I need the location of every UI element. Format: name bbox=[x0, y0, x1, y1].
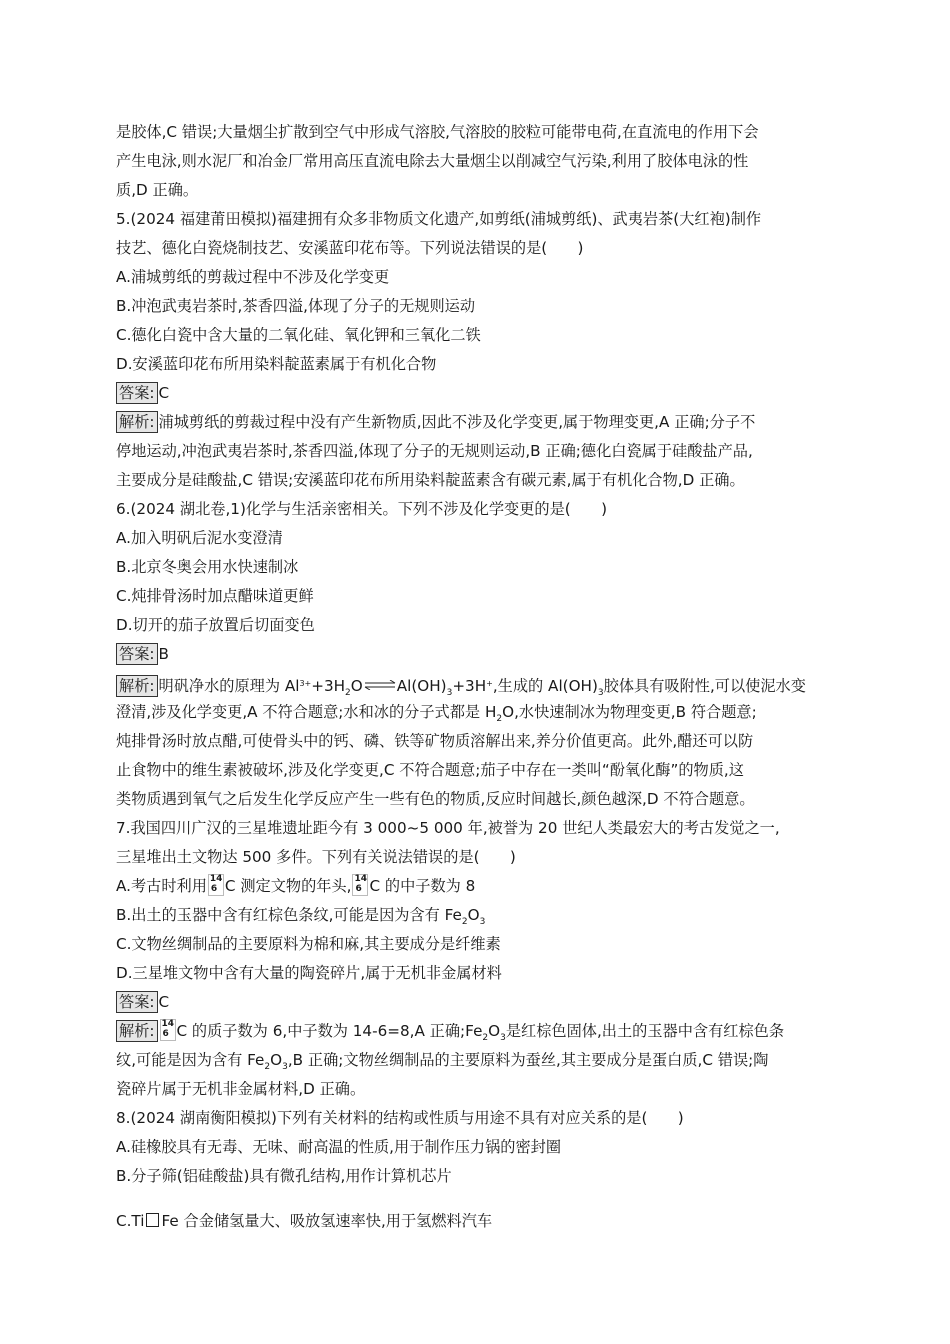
option-c: C.文物丝绸制品的主要原料为棉和麻,其主要成分是纤维素 bbox=[116, 935, 501, 953]
question-7-stem: 7.我国四川广汉的三星堆遗址距今有 3 000~5 000 年,被誉为 20 世纪人类最宏大的考古发觉之一, bbox=[116, 819, 780, 837]
analysis-text: 炖排骨汤时放点醋,可使骨头中的钙、磷、铁等矿物质溶解出来,养分价值更高。此外,醋还可以防 bbox=[116, 732, 754, 750]
option-b: B.分子筛(铝硅酸盐)具有微孔结构,用作计算机芯片 bbox=[116, 1167, 452, 1185]
charge-superscript: 3+ bbox=[299, 679, 312, 688]
answer-tag: 答案: bbox=[116, 991, 158, 1013]
subscript: 3 bbox=[479, 917, 486, 927]
spacer bbox=[116, 1191, 836, 1207]
subscript: 2 bbox=[482, 1033, 489, 1043]
analysis-tag: 解析: bbox=[116, 1020, 158, 1042]
answer-line bbox=[116, 640, 836, 669]
option-b bbox=[116, 901, 836, 930]
analysis-line bbox=[116, 669, 836, 698]
analysis-text: 主要成分是硅酸盐,C 错误;安溪蓝印花布所用染料靛蓝素含有碳元素,属于有机化合物,D 正确。 bbox=[116, 471, 745, 489]
missing-glyph-box-icon bbox=[146, 1213, 159, 1227]
option-c: C.炖排骨汤时加点醋味道更鲜 bbox=[116, 587, 314, 605]
isotope-symbol bbox=[208, 874, 224, 896]
analysis-line bbox=[116, 408, 836, 437]
atomic-number: 6 bbox=[210, 884, 218, 894]
subscript: 2 bbox=[345, 688, 351, 698]
question-7-stem: 三星堆出土文物达 500 多件。下列有关说法错误的是( ) bbox=[116, 848, 516, 866]
equilibrium-arrow-icon bbox=[363, 680, 397, 690]
analysis-text: 停地运动,冲泡武夷岩茶时,茶香四溢,体现了分子的无规则运动,B 正确;德化白瓷属于硅酸盐产品, bbox=[116, 442, 753, 460]
subscript: 3 bbox=[597, 688, 604, 698]
subscript: 2 bbox=[264, 1062, 271, 1072]
option-text: Fe 合金储氢量大、吸放氢速率快,用于氢燃料汽车 bbox=[161, 1212, 493, 1230]
option-d: D.切开的茄子放置后切面变色 bbox=[116, 616, 315, 634]
analysis-text: 纹,可能是因为含有 Fe bbox=[116, 1051, 265, 1069]
analysis-text: 明矾净水的原理为 Al bbox=[158, 677, 300, 695]
subscript: 3 bbox=[500, 1033, 506, 1043]
atomic-number: 6 bbox=[162, 1029, 169, 1039]
option-text: B.出土的玉器中含有红棕色条纹,可能是因为含有 Fe bbox=[116, 906, 462, 924]
analysis-text: 类物质遇到氧气之后发生化学反应产生一些有色的物质,反应时间越长,颜色越深,D 不符合题意。 bbox=[116, 790, 755, 808]
option-text: C 的中子数为 8 bbox=[369, 877, 476, 895]
question-5-stem: 技艺、德化白瓷烧制技艺、安溪蓝印花布等。下列说法错误的是( ) bbox=[116, 239, 584, 257]
option-a: A.加入明矾后泥水变澄清 bbox=[116, 529, 283, 547]
text-line: 产生电泳,则水泥厂和冶金厂常用高压直流电除去大量烟尘以削减空气污染,利用了胶体电泳的性 bbox=[116, 152, 749, 170]
analysis-text: 瓷碎片属于无机非金属材料,D 正确。 bbox=[116, 1080, 366, 1098]
text-line: 是胶体,C 错误;大量烟尘扩散到空气中形成气溶胶,气溶胶的胶粒可能带电荷,在直流电的作用下会 bbox=[116, 123, 759, 141]
answer-line bbox=[116, 988, 836, 1017]
answer-value: C bbox=[158, 384, 170, 402]
isotope-symbol bbox=[160, 1019, 176, 1041]
analysis-text: +3H bbox=[311, 677, 346, 695]
analysis-line bbox=[116, 698, 836, 727]
mass-number: 14 bbox=[209, 874, 223, 884]
answer-tag: 答案: bbox=[116, 382, 158, 404]
analysis-text: 胶体具有吸附性,可以使泥水变 bbox=[603, 677, 806, 695]
question-5-stem: 5.(2024 福建莆田模拟)福建拥有众多非物质文化遗产,如剪纸(浦城剪纸)、武夷岩茶(大红袍)制作 bbox=[116, 210, 762, 228]
option-c bbox=[116, 1207, 836, 1236]
question-6-stem: 6.(2024 湖北卷,1)化学与生活亲密相关。下列不涉及化学变更的是( ) bbox=[116, 500, 608, 518]
analysis-text: 浦城剪纸的剪裁过程中没有产生新物质,因此不涉及化学变更,属于物理变更,A 正确;分子不 bbox=[158, 413, 756, 431]
mass-number: 14 bbox=[354, 874, 367, 884]
option-c: C.德化白瓷中含大量的二氧化硅、氧化钾和三氧化二铁 bbox=[116, 326, 481, 344]
document-page bbox=[116, 118, 836, 1236]
mass-number: 14 bbox=[161, 1019, 175, 1029]
answer-value: B bbox=[158, 645, 169, 663]
analysis-text: O,水快速制冰为物理变更,B 符合题意; bbox=[502, 703, 757, 721]
analysis-text: Al(OH) bbox=[396, 677, 447, 695]
subscript: 2 bbox=[496, 714, 503, 724]
analysis-text: ,B 正确;文物丝绸制品的主要原料为蚕丝,其主要成分是蛋白质,C 错误;陶 bbox=[287, 1051, 769, 1069]
analysis-text: O bbox=[270, 1051, 283, 1069]
option-b: B.冲泡武夷岩茶时,茶香四溢,体现了分子的无规则运动 bbox=[116, 297, 476, 315]
analysis-text: ,生成的 Al(OH) bbox=[492, 677, 598, 695]
answer-tag: 答案: bbox=[116, 643, 158, 665]
charge-superscript: + bbox=[486, 679, 493, 688]
analysis-text: O bbox=[350, 677, 363, 695]
analysis-text: 澄清,涉及化学变更,A 不符合题意;水和冰的分子式都是 H bbox=[116, 703, 497, 721]
analysis-text: +3H bbox=[452, 677, 487, 695]
option-a: A.硅橡胶具有无毒、无味、耐高温的性质,用于制作压力锅的密封圈 bbox=[116, 1138, 562, 1156]
analysis-text: C 的质子数为 6,中子数为 14-6=8,A 正确;Fe bbox=[176, 1022, 483, 1040]
option-text: C 测定文物的年头, bbox=[224, 877, 352, 895]
question-8-stem: 8.(2024 湖南衡阳模拟)下列有关材料的结构或性质与用途不具有对应关系的是( ) bbox=[116, 1109, 684, 1127]
analysis-tag: 解析: bbox=[116, 411, 158, 433]
subscript: 3 bbox=[282, 1062, 288, 1072]
answer-value: C bbox=[158, 993, 170, 1011]
analysis-text: 是红棕色固体,出土的玉器中含有红棕色条 bbox=[505, 1022, 785, 1040]
analysis-line bbox=[116, 1046, 836, 1075]
analysis-line bbox=[116, 1017, 836, 1046]
isotope-symbol bbox=[352, 874, 368, 896]
option-text: O bbox=[467, 906, 480, 924]
option-b: B.北京冬奥会用水快速制冰 bbox=[116, 558, 299, 576]
analysis-tag: 解析: bbox=[116, 675, 158, 697]
option-a: A.浦城剪纸的剪裁过程中不涉及化学变更 bbox=[116, 268, 390, 286]
option-a bbox=[116, 872, 836, 901]
subscript: 2 bbox=[461, 917, 468, 927]
analysis-text: O bbox=[488, 1022, 501, 1040]
option-d: D.三星堆文物中含有大量的陶瓷碎片,属于无机非金属材料 bbox=[116, 964, 502, 982]
answer-line bbox=[116, 379, 836, 408]
atomic-number: 6 bbox=[355, 884, 362, 894]
option-d: D.安溪蓝印花布所用染料靛蓝素属于有机化合物 bbox=[116, 355, 437, 373]
option-text: C.Ti bbox=[116, 1212, 145, 1230]
subscript: 3 bbox=[446, 688, 453, 698]
option-text: A.考古时利用 bbox=[116, 877, 207, 895]
analysis-text: 止食物中的维生素被破坏,涉及化学变更,C 不符合题意;茄子中存在一类叫“酚氧化酶”的物质,这 bbox=[116, 761, 744, 779]
text-line: 质,D 正确。 bbox=[116, 181, 199, 199]
